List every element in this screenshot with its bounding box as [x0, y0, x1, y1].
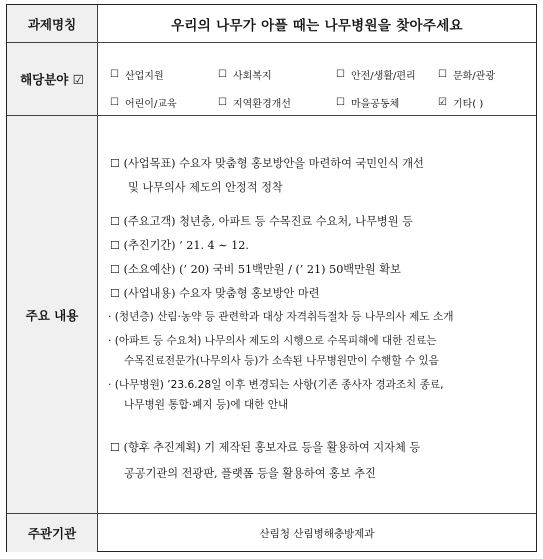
sub-item-apartment-cont: 수목진료전문가(나무의사 등)가 소속된 나무병원만이 수행할 수 있음: [124, 355, 440, 367]
agency-value: 산림청 산림병해충방제과: [259, 527, 375, 540]
field-option-label: 안전/생활/편리: [350, 71, 416, 82]
project-title: 우리의 나무가 아플 때는 나무병원을 찾아주세요: [171, 17, 463, 34]
sub-item-youth: · (청년층) 산림·농약 등 관련학과 대상 자격취득절차 등 나무의사 제도 소개: [108, 311, 454, 323]
checkbox-checked-icon[interactable]: ☑: [438, 97, 447, 108]
main-content-label: 주요 내용: [7, 116, 97, 513]
checkbox-icon[interactable]: ☐: [336, 97, 345, 108]
field-option[interactable]: [218, 95, 291, 110]
checkbox-icon[interactable]: ☐: [110, 97, 119, 108]
target-line: ☐ (주요고객) 청년층, 아파트 등 수목진료 수요처, 나무병원 등: [110, 215, 413, 228]
field-option[interactable]: [110, 95, 177, 110]
goal-line: ☐ (사업목표) 수요자 맞춤형 홍보방안을 마련하여 국민인식 개선: [110, 157, 424, 170]
checkbox-icon[interactable]: ☐: [110, 69, 119, 80]
field-option-label: 마을공동체: [350, 99, 400, 110]
period-line: ☐ (추진기간) ’ 21. 4 ∼ 12.: [110, 239, 249, 252]
field-option-label: 어린이/교육: [124, 99, 177, 110]
field-option[interactable]: [218, 67, 272, 82]
checkbox-icon[interactable]: ☐: [218, 69, 227, 80]
field-option[interactable]: [336, 95, 399, 110]
plan-line: ☐ (향후 추진계획) 기 제작된 홍보자료 등을 활용하여 지자체 등: [110, 441, 421, 454]
budget-line: ☐ (소요예산) (’ 20) 국비 51백만원 / (’ 21) 50백만원 확보: [110, 263, 401, 276]
field-option[interactable]: [438, 67, 495, 82]
field-option-label: 사회복지: [232, 71, 272, 82]
main-content: [98, 121, 536, 513]
project-name-label: 과제명칭: [7, 5, 97, 42]
field-option-label: 문화/관광: [452, 71, 495, 82]
checkbox-icon[interactable]: ☐: [336, 69, 345, 80]
field-option-label: 지역환경개선: [232, 99, 291, 110]
detail-line: ☐ (사업내용) 수요자 맞춤형 홍보방안 마련: [110, 287, 320, 300]
field-option[interactable]: [336, 67, 416, 82]
field-option[interactable]: [110, 67, 164, 82]
field-option-label: 기타( ): [452, 99, 484, 110]
project-table: [6, 4, 537, 552]
plan-line-cont: 공공기관의 전광판, 플랫폼 등을 활용하여 홍보 추진: [124, 467, 376, 480]
field-label: 해당분야 ☑: [7, 43, 97, 115]
sub-item-hospital-cont: 나무병원 통합·폐지 등)에 대한 안내: [124, 399, 289, 411]
checkbox-icon[interactable]: ☐: [438, 69, 447, 80]
goal-line-cont: 및 나무의사 제도의 안정적 정착: [128, 181, 283, 194]
agency-label: 주관기관: [7, 514, 97, 552]
field-option-label: 산업지원: [124, 71, 164, 82]
checkbox-icon[interactable]: ☐: [218, 97, 227, 108]
sub-item-hospital: · (나무병원) ’23.6.28일 이후 변경되는 사항(기존 종사자 경과조치 종료,: [108, 379, 444, 391]
sub-item-apartment: · (아파트 등 수요처) 나무의사 제도의 시행으로 수목피해에 대한 진료는: [108, 335, 437, 347]
field-option[interactable]: [438, 95, 483, 110]
field-checkbox-group: [98, 43, 536, 115]
